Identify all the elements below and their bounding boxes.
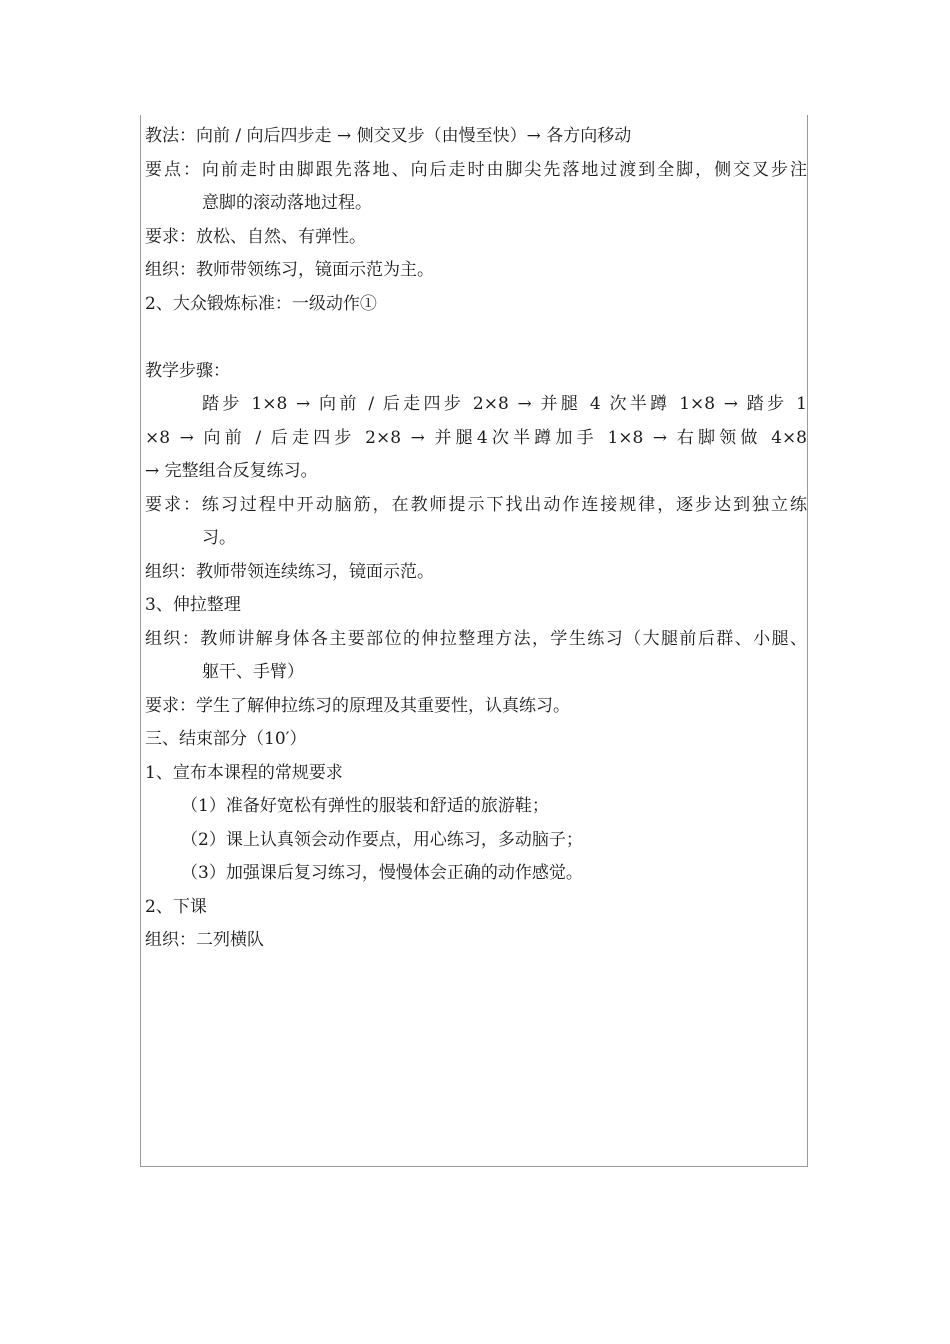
subsection-heading: 教学步骤： bbox=[145, 360, 230, 381]
text-line: 组织：教师带领连续练习，镜面示范。 bbox=[145, 561, 434, 582]
text-line: 组织：教师带领练习，镜面示范为主。 bbox=[145, 260, 434, 280]
section-heading: 3、伸拉整理 bbox=[145, 595, 241, 615]
text-line: 意脚的滚动落地过程。 bbox=[202, 193, 372, 213]
text-line: ×8 → 向前 / 后走四步 2×8 → 并腿4次半蹲加手 1×8 → 右脚领做 4×8 bbox=[145, 427, 807, 448]
text-line: 躯干、手臂） bbox=[202, 662, 304, 682]
section-heading: 2、下课 bbox=[145, 896, 207, 917]
list-item: （2）课上认真领会动作要点，用心练习，多动脑子； bbox=[181, 829, 583, 850]
section-heading: 2、大众锻炼标准：一级动作① bbox=[145, 293, 377, 314]
text-line: 要求：学生了解伸拉练习的原理及其重要性，认真练习。 bbox=[145, 695, 570, 716]
text-line: 习。 bbox=[202, 528, 236, 548]
list-item: （1）准备好宽松有弹性的服装和舒适的旅游鞋； bbox=[181, 796, 549, 816]
list-item: （3）加强课后复习练习，慢慢体会正确的动作感觉。 bbox=[181, 863, 583, 883]
text-line: 组织：二列横队 bbox=[145, 930, 264, 950]
text-line: 踏步 1×8 → 向前 / 后走四步 2×8 → 并腿 4 次半蹲 1×8 → 踏步 1 bbox=[202, 394, 807, 414]
text-line: 组织：教师讲解身体各主要部位的伸拉整理方法，学生练习（大腿前后群、小腿、 bbox=[145, 628, 807, 649]
text-line: 要点：向前走时由脚跟先落地、向后走时由脚尖先落地过渡到全脚，侧交叉步注 bbox=[145, 159, 807, 180]
text-line: 要求：放松、自然、有弹性。 bbox=[145, 226, 366, 247]
text-line: 教法：向前 / 向后四步走 → 侧交叉步（由慢至快）→ 各方向移动 bbox=[145, 126, 632, 146]
text-line: 要求：练习过程中开动脑筋，在教师提示下找出动作连接规律，逐步达到独立练 bbox=[145, 494, 807, 515]
blank-line bbox=[145, 321, 807, 355]
text-line: → 完整组合反复练习。 bbox=[145, 461, 318, 481]
section-heading: 1、宣布本课程的常规要求 bbox=[145, 762, 343, 783]
lesson-plan-content bbox=[145, 120, 807, 958]
part-heading: 三、结束部分（10′） bbox=[145, 729, 307, 749]
